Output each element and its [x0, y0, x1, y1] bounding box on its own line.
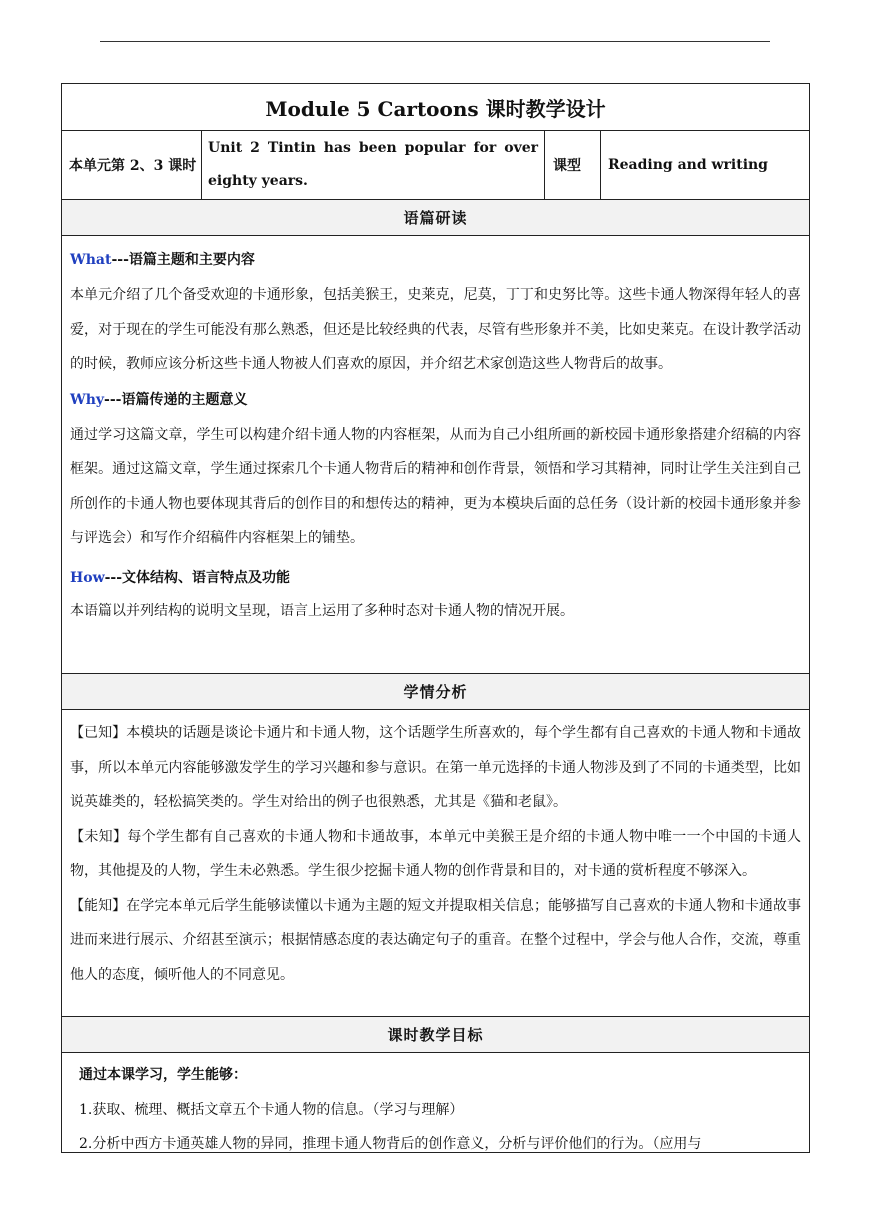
lesson-info-row — [62, 130, 809, 199]
why-label-cn: ---语篇传递的主题意义 — [104, 391, 248, 408]
learner-content — [62, 709, 809, 1016]
text-study-content — [62, 235, 809, 673]
unit-title: Unit 2 Tintin has been popular for over eighty years. — [201, 131, 544, 199]
header-rule — [100, 41, 770, 42]
why-label-en: Why — [70, 391, 105, 408]
goal-item: 1.获取、梳理、概括文章五个卡通人物的信息。（学习与理解） — [79, 1102, 464, 1118]
able-paragraph: 【能知】在学完本单元后学生能够读懂以卡通为主题的短文并提取相关信息；能够描写自己喜欢的卡通人物和卡通故事进而来进行展示、介绍甚至演示；根据情感态度的表达确定句子的重音。在整个过程中，学会与他人合作，交流，尊重他人的态度，倾听他人的不同意见。 — [70, 897, 801, 983]
lesson-type-value: Reading and writing — [600, 131, 809, 199]
what-label-en: What — [70, 252, 112, 268]
goals-intro: 通过本课学习，学生能够： — [79, 1067, 247, 1083]
why-subheading — [70, 382, 801, 418]
section-heading-goals: 课时教学目标 — [62, 1016, 809, 1052]
section-heading-learner: 学情分析 — [62, 673, 809, 709]
how-label-en: How — [70, 569, 105, 586]
known-paragraph: 【已知】本模块的话题是谈论卡通片和卡通人物，这个话题学生所喜欢的，每个学生都有自己喜欢的卡通人物和卡通故事，所以本单元内容能够激发学生的学习兴趣和参与意识。在第一单元选择的卡通人物涉及到了不同的卡通类型，比如说英雄类的，轻松搞笑类的。学生对给出的例子也很熟悉，尤其是《猫和老鼠》。 — [70, 725, 801, 810]
what-subheading — [70, 242, 801, 278]
what-paragraph: 本单元介绍了几个备受欢迎的卡通形象，包括美猴王，史莱克，尼莫，丁丁和史努比等。这些卡通人物深得年轻人的喜爱，对于现在的学生可能没有那么熟悉，但还是比较经典的代表，尽管有些形象并不美，比如史莱克。在设计教学活动的时候，教师应该分析这些卡通人物被人们喜欢的原因，并介绍艺术家创造这些人物背后的故事。 — [70, 287, 801, 372]
lesson-type-label: 课型 — [544, 131, 600, 199]
what-label-cn: ---语篇主题和主要内容 — [111, 252, 255, 268]
unknown-paragraph: 【未知】每个学生都有自己喜欢的卡通人物和卡通故事，本单元中美猴王是介绍的卡通人物中唯一一个中国的卡通人物，其他提及的人物，学生未必熟悉。学生很少挖掘卡通人物的创作背景和目的，对卡通的赏析程度不够深入。 — [70, 828, 801, 879]
section-heading-text-study: 语篇研读 — [62, 199, 809, 235]
lesson-plan-table — [61, 83, 810, 1153]
why-paragraph: 通过学习这篇文章，学生可以构建介绍卡通人物的内容框架，从而为自己小组所画的新校园卡通形象搭建介绍稿的内容框架。通过这篇文章，学生通过探索几个卡通人物背后的精神和创作背景，领悟和学习其精神，同时让学生关注到自己所创作的卡通人物也要体现其背后的创作目的和想传达的精神，更为本模块后面的总任务（设计新的校园卡通形象并参与评选会）和写作介绍稿件内容框架上的铺垫。 — [70, 426, 801, 546]
goals-content — [62, 1052, 809, 1152]
how-subheading — [70, 560, 801, 596]
lesson-number-label: 本单元第 2、3 课时 — [69, 158, 197, 174]
how-paragraph: 本语篇以并列结构的说明文呈现，语言上运用了多种时态对卡通人物的情况开展。 — [70, 602, 574, 619]
page-title: Module 5 Cartoons 课时教学设计 — [265, 96, 606, 121]
goal-item: 2.分析中西方卡通英雄人物的异同，推理卡通人物背后的创作意义，分析与评价他们的行为。（应用与 — [79, 1136, 702, 1152]
how-label-cn: ---文体结构、语言特点及功能 — [104, 569, 291, 586]
